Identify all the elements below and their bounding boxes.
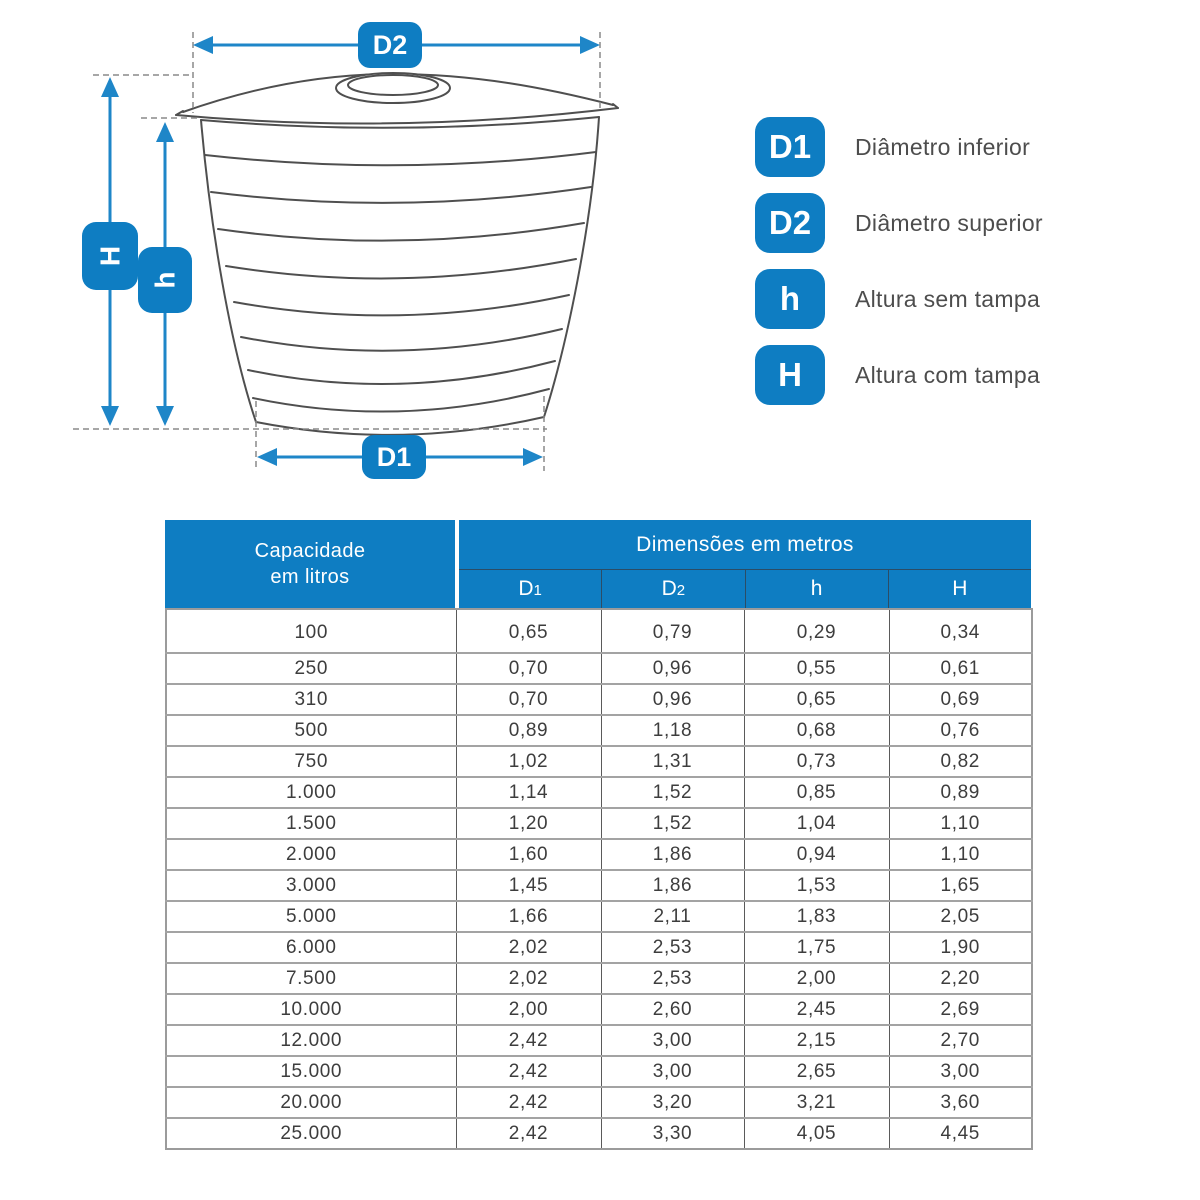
table-row xyxy=(166,746,1032,777)
H-cell: 2,20 xyxy=(889,963,1032,994)
capacity-cell: 15.000 xyxy=(166,1056,456,1087)
table-row xyxy=(166,609,1032,653)
d1-cell: 1,66 xyxy=(456,901,601,932)
table-row xyxy=(166,1056,1032,1087)
d1-cell: 2,42 xyxy=(456,1025,601,1056)
d2-cell: 3,00 xyxy=(601,1025,744,1056)
h-cell: 3,21 xyxy=(744,1087,889,1118)
h-badge-label: h xyxy=(149,271,181,289)
h-cell: 0,65 xyxy=(744,684,889,715)
d2-badge-label: D2 xyxy=(372,30,408,60)
legend-label-h: Altura sem tampa xyxy=(855,285,1041,312)
h-cell: 4,05 xyxy=(744,1118,889,1149)
H-badge-label: H xyxy=(94,245,126,267)
dimensions-header-group xyxy=(459,520,1031,608)
table-body xyxy=(166,609,1032,1149)
h-cell: 1,75 xyxy=(744,932,889,963)
legend-item-d2 xyxy=(755,193,1043,253)
capacity-cell: 500 xyxy=(166,715,456,746)
capacity-cell: 100 xyxy=(294,622,328,643)
legend-badge-H: H xyxy=(755,345,825,405)
capacity-cell: 5.000 xyxy=(166,901,456,932)
table-row xyxy=(166,870,1032,901)
subheader-d1-num: 1 xyxy=(533,582,542,599)
d1-badge-label: D1 xyxy=(376,442,412,472)
subheader-d2-num: 2 xyxy=(676,582,686,599)
d2-cell: 1,18 xyxy=(601,715,744,746)
d2-cell: 0,96 xyxy=(601,653,744,684)
d1-cell: 2,02 xyxy=(456,932,601,963)
table-row xyxy=(166,901,1032,932)
legend-label-d2: Diâmetro superior xyxy=(855,209,1043,236)
legend-badge-d1: D1 xyxy=(755,117,825,177)
d1-cell: 1,45 xyxy=(456,870,601,901)
subheader-d2 xyxy=(601,570,744,608)
table-row xyxy=(166,653,1032,684)
h-cell: 0,94 xyxy=(744,839,889,870)
capacity-header-line2: em litros xyxy=(270,566,350,588)
h-cell: 0,85 xyxy=(744,777,889,808)
H-cell: 2,05 xyxy=(889,901,1032,932)
d1-cell: 0,89 xyxy=(456,715,601,746)
table-row xyxy=(166,808,1032,839)
h-cell: 1,53 xyxy=(744,870,889,901)
H-cell: 3,00 xyxy=(889,1056,1032,1087)
h-cell: 2,65 xyxy=(744,1056,889,1087)
legend-item-h xyxy=(755,269,1043,329)
table-row xyxy=(166,839,1032,870)
h-cell: 0,68 xyxy=(744,715,889,746)
capacity-cell: 3.000 xyxy=(166,870,456,901)
d1-cell: 2,42 xyxy=(456,1056,601,1087)
table-grid xyxy=(165,608,1033,1150)
subheader-d1-main: D xyxy=(518,577,534,600)
h-cell: 2,45 xyxy=(744,994,889,1025)
d1-cell: 0,70 xyxy=(456,684,601,715)
d1-cell: 2,42 xyxy=(456,1087,601,1118)
capacity-cell: 2.000 xyxy=(166,839,456,870)
d2-cell: 1,52 xyxy=(601,777,744,808)
table-row xyxy=(166,994,1032,1025)
legend xyxy=(755,117,1043,405)
h-cell: 0,55 xyxy=(744,653,889,684)
H-cell: 0,61 xyxy=(889,653,1032,684)
H-cell: 1,90 xyxy=(889,932,1032,963)
d1-cell: 2,42 xyxy=(456,1118,601,1149)
dimensions-subheaders xyxy=(459,570,1031,608)
capacity-header-line1: Capacidade xyxy=(254,540,366,562)
table-row xyxy=(166,777,1032,808)
H-cell: 1,10 xyxy=(889,839,1032,870)
table-row xyxy=(166,684,1032,715)
H-dimension-arrow xyxy=(82,77,138,426)
d1-cell: 1,60 xyxy=(456,839,601,870)
d1-cell: 1,14 xyxy=(456,777,601,808)
subheader-H-main: H xyxy=(952,577,968,600)
d2-cell: 1,31 xyxy=(601,746,744,777)
d1-cell: 1,02 xyxy=(456,746,601,777)
tank-dimension-diagram xyxy=(55,5,715,505)
h-dimension-arrow xyxy=(138,122,192,426)
capacity-header xyxy=(165,520,455,608)
d1-cell: 0,70 xyxy=(456,653,601,684)
table-row xyxy=(166,1025,1032,1056)
legend-badge-d2: D2 xyxy=(755,193,825,253)
d2-cell: 3,20 xyxy=(601,1087,744,1118)
d2-cell: 2,11 xyxy=(601,901,744,932)
table-row xyxy=(166,715,1032,746)
h-cell: 1,04 xyxy=(744,808,889,839)
subheader-d1 xyxy=(459,570,601,608)
legend-label-H: Altura com tampa xyxy=(855,361,1041,388)
capacity-cell: 250 xyxy=(166,653,456,684)
capacity-cell: 1.000 xyxy=(166,777,456,808)
table-row xyxy=(166,1087,1032,1118)
subheader-H xyxy=(888,570,1031,608)
capacity-cell: 10.000 xyxy=(166,994,456,1025)
h-cell: 2,00 xyxy=(744,963,889,994)
d1-cell: 1,20 xyxy=(456,808,601,839)
H-cell: 0,69 xyxy=(889,684,1032,715)
capacity-cell: 310 xyxy=(166,684,456,715)
legend-item-d1 xyxy=(755,117,1043,177)
h-cell: 0,29 xyxy=(744,609,889,653)
H-cell: 0,34 xyxy=(889,609,1032,653)
table-row xyxy=(166,1118,1032,1149)
H-cell: 1,65 xyxy=(889,870,1032,901)
h-cell: 0,73 xyxy=(744,746,889,777)
capacity-cell: 7.500 xyxy=(166,963,456,994)
H-cell: 0,89 xyxy=(889,777,1032,808)
d2-cell: 3,00 xyxy=(601,1056,744,1087)
capacity-cell: 12.000 xyxy=(166,1025,456,1056)
d2-cell: 1,86 xyxy=(601,870,744,901)
capacity-cell: 1.500 xyxy=(166,808,456,839)
d2-cell: 0,96 xyxy=(601,684,744,715)
subheader-h-main: h xyxy=(810,577,823,600)
d2-cell: 1,86 xyxy=(601,839,744,870)
d2-cell: 2,60 xyxy=(601,994,744,1025)
H-cell: 4,45 xyxy=(889,1118,1032,1149)
d1-cell: 2,00 xyxy=(456,994,601,1025)
d2-cell: 3,30 xyxy=(601,1118,744,1149)
d2-cell: 2,53 xyxy=(601,932,744,963)
legend-badge-h: h xyxy=(755,269,825,329)
d1-cell: 2,02 xyxy=(456,963,601,994)
capacity-cell: 6.000 xyxy=(166,932,456,963)
h-cell: 2,15 xyxy=(744,1025,889,1056)
H-cell: 0,82 xyxy=(889,746,1032,777)
H-cell: 3,60 xyxy=(889,1087,1032,1118)
H-cell: 0,76 xyxy=(889,715,1032,746)
d2-cell: 2,53 xyxy=(601,963,744,994)
d2-cell: 0,79 xyxy=(601,609,744,653)
H-cell: 2,69 xyxy=(889,994,1032,1025)
dimensions-group-title: Dimensões em metros xyxy=(459,520,1031,570)
subheader-d2-main: D xyxy=(661,577,677,600)
d1-cell: 0,65 xyxy=(456,609,601,653)
legend-item-H xyxy=(755,345,1043,405)
table-header xyxy=(165,520,1031,608)
dimensions-table xyxy=(165,520,1031,1150)
subheader-h xyxy=(745,570,888,608)
table-row xyxy=(166,963,1032,994)
d2-cell: 1,52 xyxy=(601,808,744,839)
tank-drawing xyxy=(176,73,618,435)
H-cell: 2,70 xyxy=(889,1025,1032,1056)
h-cell: 1,83 xyxy=(744,901,889,932)
capacity-cell: 25.000 xyxy=(166,1118,456,1149)
legend-label-d1: Diâmetro inferior xyxy=(855,133,1031,160)
d1-dimension-arrow xyxy=(257,435,543,479)
H-cell: 1,10 xyxy=(889,808,1032,839)
table-row xyxy=(166,932,1032,963)
capacity-cell: 20.000 xyxy=(166,1087,456,1118)
capacity-cell: 750 xyxy=(166,746,456,777)
d2-dimension-arrow xyxy=(193,22,600,68)
